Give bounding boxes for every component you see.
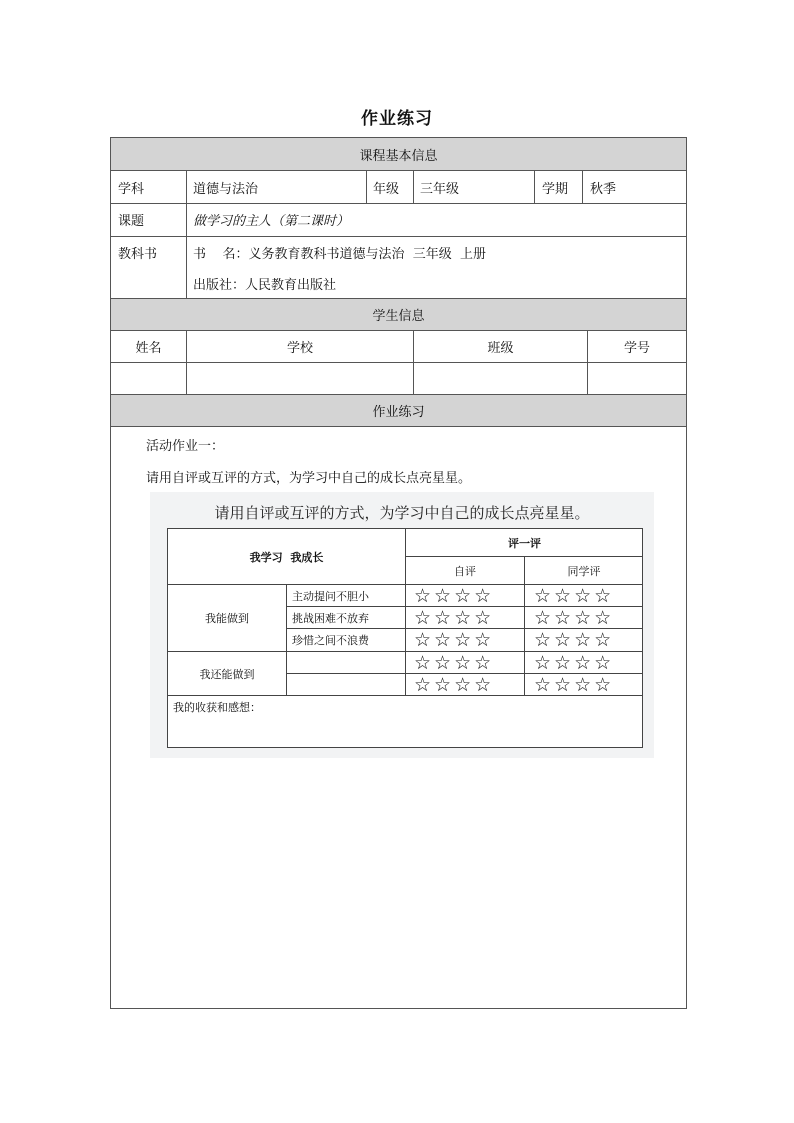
textbook-name: 书 名：义务教育教科书道德与法治 三年级 上册 (193, 246, 487, 262)
self-stars-row4[interactable]: ☆☆☆☆ (414, 652, 495, 674)
self-stars-row1[interactable]: ☆☆☆☆ (414, 585, 495, 607)
peer-stars-row5[interactable]: ☆☆☆☆ (534, 674, 615, 696)
col-student-id: 学号 (623, 341, 650, 356)
self-stars-row5[interactable]: ☆☆☆☆ (414, 674, 495, 696)
course-info-header: 课程基本信息 (111, 138, 686, 171)
self-stars-row3[interactable]: ☆☆☆☆ (414, 629, 495, 651)
peer-stars-row3[interactable]: ☆☆☆☆ (534, 629, 615, 651)
reflection-label: 我的收获和感想： (173, 701, 261, 714)
group-can-do-label: 我能做到 (205, 612, 249, 625)
peer-stars-row2[interactable]: ☆☆☆☆ (534, 607, 615, 629)
page-title: 作业练习 (361, 109, 433, 129)
rating-table-image (150, 492, 654, 758)
textbook-publisher: 出版社：人民教育出版社 (193, 277, 337, 293)
rating-item: 挑战困难不放弃 (292, 612, 369, 625)
student-id-field[interactable] (588, 363, 686, 394)
grade-value: 三年级 (420, 181, 460, 197)
peer-stars-row4[interactable]: ☆☆☆☆ (534, 652, 615, 674)
group-can-also-label: 我还能做到 (199, 667, 255, 681)
col-school: 学校 (286, 341, 313, 356)
rating-table (167, 528, 643, 748)
col-class: 班级 (487, 341, 514, 356)
rating-item: 主动提问不胆小 (292, 590, 369, 603)
self-stars-row2[interactable]: ☆☆☆☆ (414, 607, 495, 629)
topic-label: 课题 (118, 214, 145, 229)
term-value: 秋季 (590, 181, 617, 197)
rating-col-self: 自评 (454, 564, 476, 578)
textbook-label: 教科书 (118, 246, 158, 262)
grade-label: 年级 (373, 181, 400, 197)
school-field[interactable] (187, 363, 413, 394)
subject-value: 道德与法治 (193, 181, 259, 197)
rating-image-title: 请用自评或互评的方式，为学习中自己的成长点亮星星。 (214, 504, 590, 522)
activity-instruction: 请用自评或互评的方式，为学习中自己的成长点亮星星。 (146, 471, 472, 486)
rating-col-peer: 同学评 (567, 564, 601, 578)
term-label: 学期 (542, 181, 569, 197)
student-name-field[interactable] (111, 363, 186, 394)
peer-stars-row1[interactable]: ☆☆☆☆ (534, 585, 615, 607)
subject-label: 学科 (118, 181, 145, 197)
rating-col-rate: 评一评 (508, 536, 541, 550)
rating-col-main: 我学习 我成长 (249, 550, 324, 564)
homework-header: 作业练习 (111, 395, 686, 427)
student-info-header: 学生信息 (111, 299, 686, 331)
col-name: 姓名 (135, 341, 162, 356)
topic-value: 做学习的主人（第二课时） (193, 214, 350, 229)
activity-label: 活动作业一： (146, 439, 225, 454)
rating-item: 珍惜之间不浪费 (292, 634, 369, 647)
class-field[interactable] (414, 363, 587, 394)
